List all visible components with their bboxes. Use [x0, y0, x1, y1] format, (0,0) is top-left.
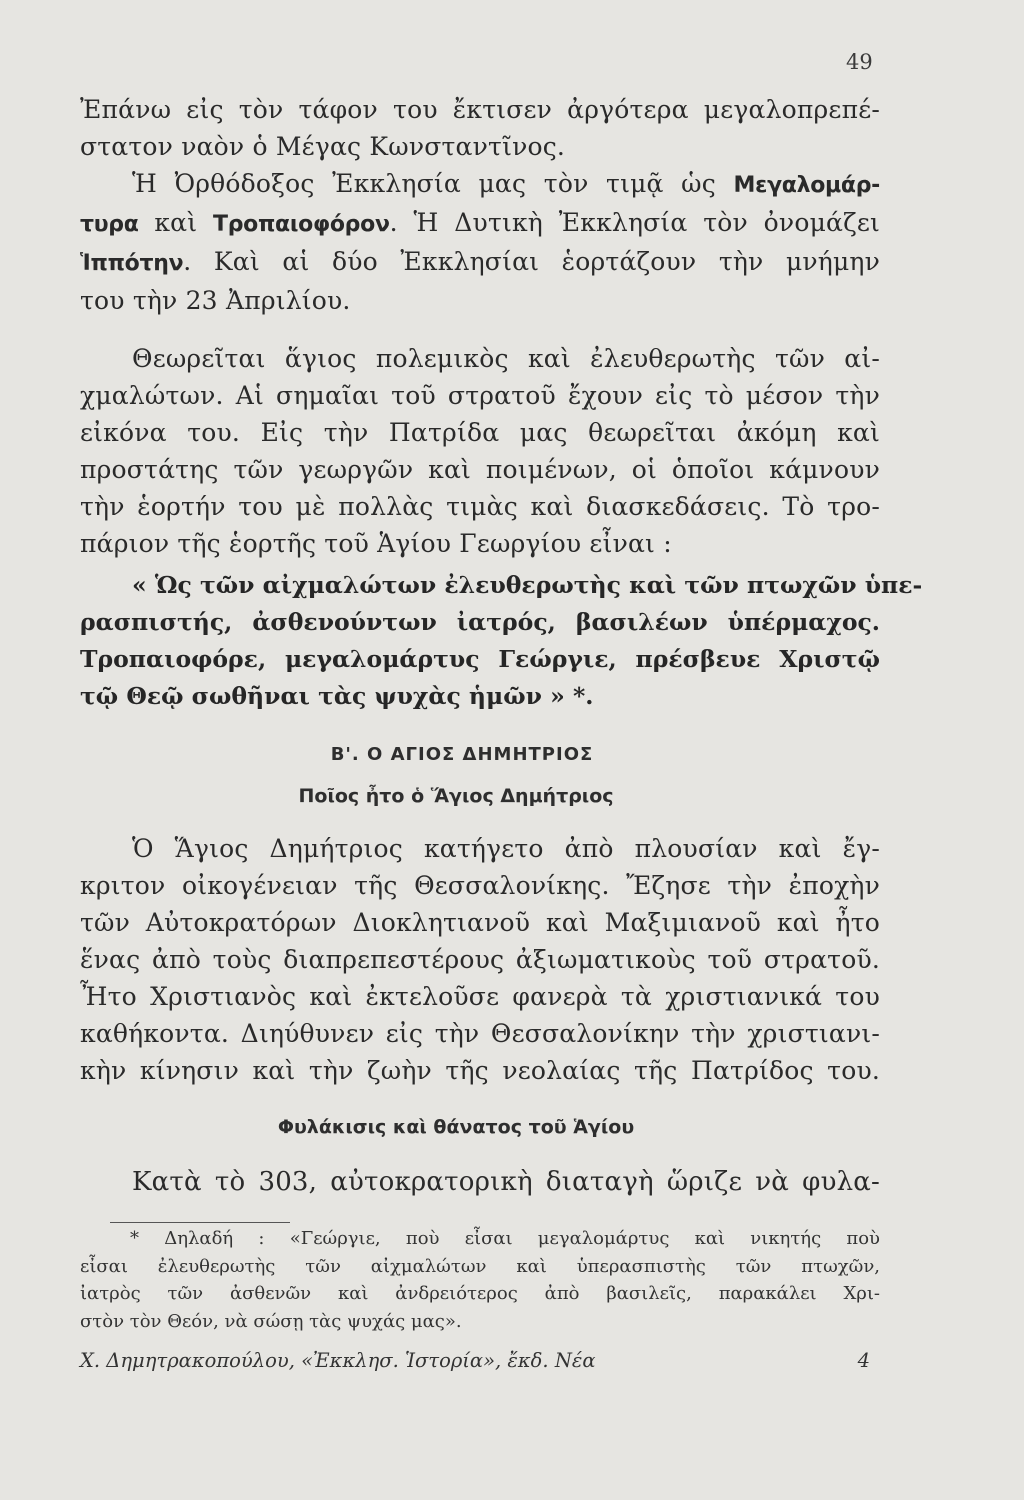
- signature-text: Χ. Δημητρακοπούλου, «Ἐκκλησ. Ἱστορία», ἔκδ. Νέα: [80, 1349, 596, 1372]
- text-line: ἕνας ἀπὸ τοὺς διαπρεπεστέρους ἀξιωματικοὺς τοῦ στρατοῦ.: [80, 945, 880, 974]
- bold-term-ippotin: Ἱππότην: [80, 251, 184, 276]
- quote-line: Τροπαιοφόρε, μεγαλομάρτυς Γεώργιε, πρέσβευε Χριστῷ: [80, 645, 880, 673]
- subheading-who-was: Ποῖος ἦτο ὁ Ἅγιος Δημήτριος: [298, 785, 614, 807]
- paragraph-1: [80, 91, 880, 165]
- text-line: τὴν ἑορτήν του μὲ πολλὰς τιμὰς καὶ διασκεδάσεις. Τὸ τρο-: [80, 492, 880, 521]
- text-run: καὶ: [138, 208, 213, 237]
- text-line: προστάτης τῶν γεωργῶν καὶ ποιμένων, οἱ ὁποῖοι κάμνουν: [80, 455, 880, 484]
- footnote-line: εἶσαι ἐλευθερωτὴς τῶν αἰχμαλώτων καὶ ὑπερασπιστὴς τῶν πτωχῶν,: [80, 1255, 880, 1277]
- text-run: Ἡ Ὀρθόδοξος Ἐκκλησία μας τὸν τιμᾷ ὡς: [132, 169, 734, 198]
- footnote-line: * Δηλαδή : «Γεώργιε, ποὺ εἶσαι μεγαλομάρτυς καὶ νικητής ποὺ: [130, 1228, 880, 1249]
- paragraph-5: [80, 1164, 880, 1201]
- section-heading: Β'. Ο ΑΓΙΟΣ ΔΗΜΗΤΡΙΟΣ: [330, 744, 594, 765]
- text-line: καθήκοντα. Διηύθυνεν εἰς τὴν Θεσσαλονίκην τὴν χριστιανι-: [80, 1019, 880, 1048]
- bold-term-megalomartyr: Μεγαλομάρ-: [733, 173, 880, 198]
- paragraph-2: [80, 165, 880, 319]
- signature-mark: 4: [857, 1349, 870, 1372]
- text-line: [80, 243, 880, 282]
- text-line: τῶν Αὐτοκρατόρων Διοκλητιανοῦ καὶ Μαξιμιανοῦ καὶ ἦτο: [80, 908, 880, 937]
- quote-line: τῷ Θεῷ σωθῆναι τὰς ψυχὰς ἡμῶν » *.: [80, 682, 594, 710]
- quote-line: « Ὡς τῶν αἰχμαλώτων ἐλευθερωτὴς καὶ τῶν πτωχῶν ὑπε-: [132, 571, 923, 599]
- footnote-line: ἰατρὸς τῶν ἀσθενῶν καὶ ἀνδρειότερος ἀπὸ βασιλεῖς, παρακάλει Χρι-: [80, 1283, 880, 1304]
- bold-term-tyra: τυρα: [80, 212, 139, 237]
- quote-line: ρασπιστής, ἀσθενούντων ἰατρός, βασιλέων ὑπέρμαχος.: [80, 608, 880, 636]
- text-line: Ἐπάνω εἰς τὸν τάφον του ἔκτισεν ἀργότερα μεγαλοπρεπέ-: [80, 95, 880, 124]
- text-line: Ὁ Ἅγιος Δημήτριος κατήγετο ἀπὸ πλουσίαν καὶ ἔγ-: [132, 834, 880, 863]
- text-line: [80, 204, 880, 243]
- paragraph-4: [80, 830, 880, 1089]
- text-line: χμαλώτων. Αἱ σημαῖαι τοῦ στρατοῦ ἔχουν εἰς τὸ μέσον τὴν: [80, 381, 880, 410]
- page-number: 49: [846, 50, 873, 74]
- text-line: Κατὰ τὸ 303, αὐτοκρατορικὴ διαταγὴ ὥριζε νὰ φυλα-: [132, 1167, 880, 1197]
- troparion-quote: [80, 567, 923, 715]
- text-line: κὴν κίνησιν καὶ τὴν ζωὴν τῆς νεολαίας τῆς Πατρίδος του.: [80, 1056, 880, 1085]
- text-line: Θεωρεῖται ἅγιος πολεμικὸς καὶ ἐλευθερωτὴς τῶν αἰ-: [132, 344, 880, 373]
- footnote-rule: [110, 1222, 290, 1223]
- text-line: στατον ναὸν ὁ Μέγας Κωνσταντῖνος.: [80, 132, 566, 161]
- text-line: Ἦτο Χριστιανὸς καὶ ἐκτελοῦσε φανερὰ τὰ χριστιανικά του: [80, 982, 880, 1011]
- text-line: κριτον οἰκογένειαν τῆς Θεσσαλονίκης. Ἔζησε τὴν ἐποχὴν: [80, 871, 880, 900]
- footnote-line: στὸν τὸν Θεόν, νὰ σώσῃ τὰς ψυχάς μας».: [80, 1310, 462, 1332]
- text-line: εἰκόνα του. Εἰς τὴν Πατρίδα μας θεωρεῖται ἀκόμη καὶ: [80, 418, 880, 447]
- text-line: πάριον τῆς ἑορτῆς τοῦ Ἁγίου Γεωργίου εἶναι :: [80, 529, 672, 558]
- bold-term-tropaioforon: Τροπαιοφόρον: [212, 212, 390, 237]
- text-line: του τὴν 23 Ἀπριλίου.: [80, 286, 351, 315]
- footnote: [80, 1225, 880, 1335]
- paragraph-3: [80, 340, 880, 562]
- text-run: . Ἡ Δυτικὴ Ἐκκλησία τὸν ὀνομάζει: [389, 208, 881, 237]
- text-run: . Καὶ αἱ δύο Ἐκκλησίαι ἑορτάζουν τὴν μνήμην: [183, 247, 880, 276]
- subheading-imprisonment: Φυλάκισις καὶ θάνατος τοῦ Ἁγίου: [277, 1116, 635, 1138]
- text-line: [80, 165, 880, 204]
- signature-line: [80, 1349, 870, 1372]
